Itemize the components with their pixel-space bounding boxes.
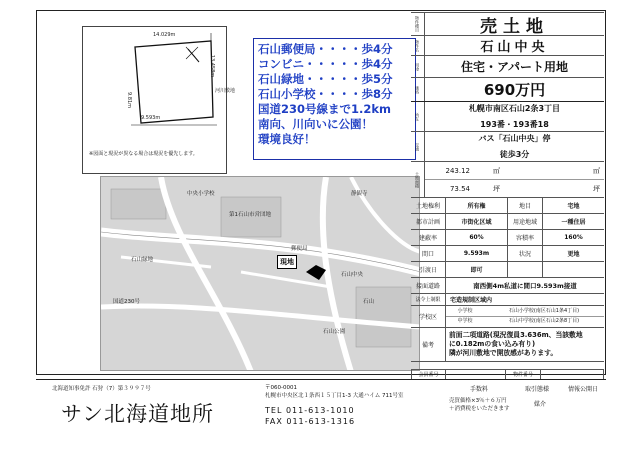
plot-note: ※図面と現況が異なる場合は現況を優先します。 <box>89 151 198 157</box>
spec-key: 状況 <box>508 246 543 261</box>
spec-row <box>411 262 604 278</box>
plot-dim-right: 13.458m <box>209 54 216 78</box>
date-header: 情報公開日 <box>568 386 599 393</box>
spec-value: 宅地 <box>567 203 580 210</box>
property-no-value <box>541 370 604 379</box>
fee-line: 売買価格×3％＋６万円 <box>449 398 507 404</box>
spec-value: 160% <box>564 234 583 241</box>
spec-value: 60% <box>446 230 508 245</box>
row-location <box>411 102 604 132</box>
spec-value: 一種住居 <box>561 219 586 226</box>
map-label-park: 石山公園 <box>323 329 346 335</box>
spec-value: 9.593m <box>446 246 508 261</box>
spec-key: 引渡日 <box>411 262 446 277</box>
map-roads <box>101 177 420 371</box>
spec-key: 建蔽率 <box>411 230 446 245</box>
row-type <box>411 12 604 36</box>
area-tsubo: 73.54 <box>449 185 470 193</box>
spec-value: 所有権 <box>446 198 508 213</box>
spec-key <box>508 262 543 277</box>
school-row <box>411 306 604 328</box>
price-header: 価格 <box>411 78 425 101</box>
plot-dim-bottom: 9.593m <box>141 115 161 121</box>
row-name <box>411 36 604 56</box>
road-value: 南西側4m私道に間口9.593m接道 <box>473 282 577 290</box>
property-table <box>411 12 604 380</box>
map-label-temple: 静観寺 <box>351 191 368 197</box>
promo-line: 石山郵便局・・・・歩4分 <box>258 42 393 56</box>
spec-row <box>411 246 604 262</box>
spec-row <box>411 214 604 230</box>
spec-value <box>543 262 604 277</box>
location-map <box>100 176 420 371</box>
map-label-central: 石山中央 <box>341 272 364 278</box>
license: 北海道知事免許 石狩（7）第３９９７号 <box>52 386 151 392</box>
spec-row <box>411 198 604 214</box>
row-transport <box>411 132 604 162</box>
law-header: 法令上制限 <box>411 294 446 305</box>
use-header: 用途 <box>411 56 425 77</box>
map-label-school: 中央小学校 <box>187 191 215 197</box>
spec-key: 土地権利 <box>411 198 446 213</box>
footer <box>36 379 606 433</box>
transport-walk: 徒歩3分 <box>499 150 530 159</box>
fee-line: ＋消費税をいただきます <box>449 406 510 412</box>
remarks-row <box>411 328 604 362</box>
phone: TEL 011-613-1010 <box>265 406 355 415</box>
river-label: 河川敷地 <box>215 88 236 94</box>
type-header: 物件種目 <box>411 13 425 35</box>
type-value: 売土地 <box>480 16 549 37</box>
remarks-line: 前面二項道路(現況復員3.636m、当該敷地 <box>449 331 583 339</box>
school-header: 学校区 <box>411 306 446 327</box>
broker-header: 取引態様 <box>525 386 550 393</box>
promo-line: 国道230号線まで1.2km <box>258 102 392 116</box>
property-no-label: 物件番号 <box>506 370 541 379</box>
right-unit-sqm: ㎡ <box>593 166 600 175</box>
location-header: 所在 <box>411 102 425 131</box>
spec-key: 都市計画 <box>411 214 446 229</box>
plot-dim-left: 9.81m <box>126 91 133 109</box>
spec-value: 更地 <box>567 251 580 258</box>
site-label: 現地 <box>277 255 297 269</box>
spec-key: 間口 <box>411 246 446 261</box>
plot-diagram <box>82 26 236 174</box>
remarks-line: に0.182mの食い込み有り) <box>449 340 536 348</box>
promo-line: コンビニ・・・・・歩4分 <box>258 57 393 71</box>
lot-value: 193番・193番18 <box>480 120 549 129</box>
remarks-line: 隣が河川敷地で開放感があります。 <box>449 349 558 357</box>
postal-code: 〒060-0001 <box>265 385 297 391</box>
fax: FAX 011-613-1316 <box>265 417 356 426</box>
spec-value: 市街化区域 <box>446 214 508 229</box>
fee-header: 手数料 <box>470 386 489 393</box>
transport-bus: バス「石山中央」停 <box>478 134 551 143</box>
transport-header: 交通 <box>411 132 425 161</box>
spec-key: 地目 <box>508 198 543 213</box>
area-sqm: 243.12 <box>445 166 470 175</box>
promo-line: 環境良好！ <box>258 132 316 146</box>
promo-line: 石山小学校・・・・歩8分 <box>258 87 393 101</box>
map-label-housing: 第1石山市営団地 <box>229 212 271 218</box>
company-name: サン北海道地所 <box>61 402 214 426</box>
promo-line: 南向、川向いに公園！ <box>258 117 373 131</box>
area-tsubo-unit: 坪 <box>493 185 500 193</box>
elementary-label: 小学校 <box>457 308 473 314</box>
row-price <box>411 78 604 102</box>
law-value: 宅造規制区域内 <box>450 297 493 304</box>
remarks-header: 備考 <box>411 328 446 361</box>
spec-key: 用途地域 <box>508 214 543 229</box>
right-unit-tsubo: 坪 <box>593 185 600 193</box>
member-label: 会員番号 <box>411 370 446 379</box>
map-label-greenery: 石山緑地 <box>131 257 154 263</box>
road-row <box>411 278 604 294</box>
company-address: 札幌市中央区北１条西１５丁目1-3 大通ハイム 711号室 <box>265 393 404 399</box>
map-label-route: 国道230号 <box>113 299 140 305</box>
area-header: 土地面積 <box>411 162 425 197</box>
junior-value: 石山中学校(南区石山2条8丁目) <box>508 318 580 324</box>
broker-value: 媒介 <box>534 401 547 408</box>
price-value: 690万円 <box>483 81 546 99</box>
area-sqm-unit: ㎡ <box>493 166 500 175</box>
plot-dim-top: 14.029m <box>153 32 176 38</box>
name-value: 石山中央 <box>480 40 549 55</box>
elementary-value: 石山小学校(南区石山1条4丁目) <box>508 308 580 314</box>
spec-value: 即可 <box>446 262 508 277</box>
spec-row <box>411 230 604 246</box>
map-label-post: 郵便局 <box>291 246 308 252</box>
name-header: 物件名 <box>411 36 425 55</box>
location-value: 札幌市南区石山2条3丁目 <box>468 104 561 113</box>
promo-box <box>253 38 416 160</box>
law-row <box>411 294 604 306</box>
road-header: 接面道路 <box>411 278 446 293</box>
promo-line: 石山緑地・・・・・歩5分 <box>258 72 393 86</box>
use-value: 住宅・アパート用地 <box>460 60 569 74</box>
spec-key: 容積率 <box>508 230 543 245</box>
row-area <box>411 162 604 198</box>
member-value <box>446 370 506 379</box>
junior-label: 中学校 <box>457 318 473 324</box>
row-use <box>411 56 604 78</box>
map-label-ishiyama: 石山 <box>363 299 375 305</box>
